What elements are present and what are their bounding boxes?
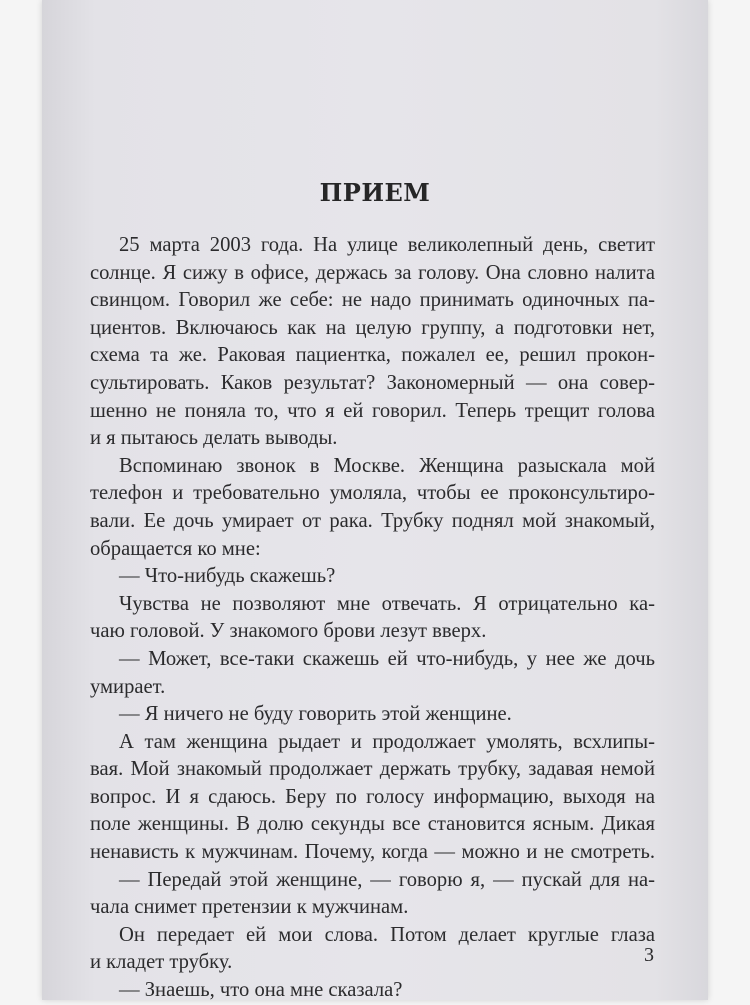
text-line: ненависть к мужчинам. Почему, когда — можно и не смотреть. xyxy=(90,841,655,864)
text-line: чала снимет претензии к мужчинам. xyxy=(90,896,409,919)
page-number: 3 xyxy=(644,944,654,966)
text-line: А там женщина рыдает и продолжает умолять, всхлипы- xyxy=(119,730,655,753)
text-line: вали. Ее дочь умирает от рака. Трубку поднял мой знакомый, xyxy=(90,509,655,532)
text-line: солнце. Я сижу в офисе, держась за голову. Она словно налита xyxy=(90,261,655,284)
text-line: Он передает ей мои слова. Потом делает круглые глаза xyxy=(119,923,655,946)
text-line: 25 марта 2003 года. На улице великолепный день, светит xyxy=(119,234,655,256)
text-line: Чувства не позволяют мне отвечать. Я отрицательно ка- xyxy=(119,592,655,615)
text-line: — Передай этой женщине, — говорю я, — пускай для на- xyxy=(119,868,655,891)
text-line: чаю головой. У знакомого брови лезут вверх. xyxy=(90,620,487,643)
text-line: свинцом. Говорил же себе: не надо принимать одиночных па- xyxy=(90,289,655,312)
text-line: Вспоминаю звонок в Москве. Женщина разыскала мой xyxy=(119,454,655,477)
text-line: вая. Мой знакомый продолжает держать трубку, задавая немой xyxy=(90,758,655,781)
text-line: шенно не поняла то, что я ей говорил. Теперь трещит голова xyxy=(90,399,655,422)
chapter-body xyxy=(90,232,655,1005)
text-line: обращается ко мне: xyxy=(90,537,261,560)
text-line: поле женщины. В долю секунды все становится ясным. Дикая xyxy=(90,813,655,836)
text-line: телефон и требовательно умоляла, чтобы ее проконсультиро- xyxy=(90,482,655,505)
text-line: и кладет трубку. xyxy=(90,951,233,974)
text-line: сультировать. Каков результат? Закономерный — она совер- xyxy=(90,371,655,394)
text-line: умирает. xyxy=(90,675,166,698)
text-line: — Знаешь, что она мне сказала? xyxy=(119,979,403,1002)
text-line: схема та же. Раковая пациентка, пожалел ее, решил прокон- xyxy=(90,344,655,367)
text-line: — Может, все-таки скажешь ей что-нибудь, у нее же дочь xyxy=(119,647,655,670)
text-line: — Я ничего не буду говорить этой женщине. xyxy=(119,703,512,726)
text-line: — Что-нибудь скажешь? xyxy=(119,565,336,588)
text-line: циентов. Включаюсь как на целую группу, а подготовки нет, xyxy=(90,316,655,339)
text-line: вопрос. И я сдаюсь. Беру по голосу информацию, выходя на xyxy=(90,785,655,808)
chapter-title: ПРИЕМ xyxy=(319,178,431,207)
text-line: и я пытаюсь делать выводы. xyxy=(90,427,338,450)
